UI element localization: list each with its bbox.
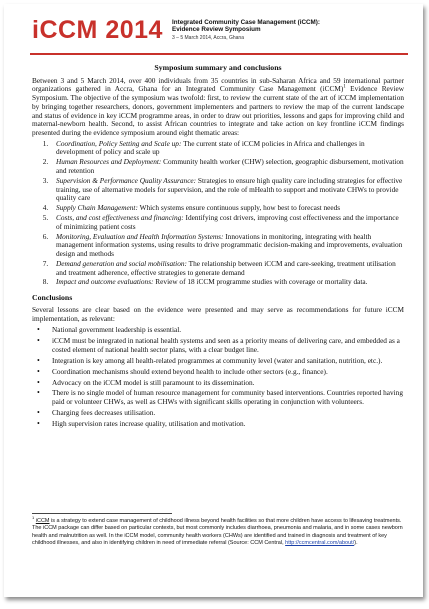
conclusion-item: • Coordination mechanisms should extend beyond health to include other sectors (e.g., finance).: [48, 368, 404, 377]
theme-item: [50, 233, 404, 259]
theme-item: [50, 260, 404, 277]
theme-title: Supply Chain Management:: [56, 203, 138, 213]
theme-item: [50, 278, 404, 287]
footnote-divider: [32, 513, 172, 514]
thematic-areas-list: [32, 140, 404, 288]
theme-title: Supervision & Performance Quality Assurance:: [56, 175, 197, 185]
footnote: [32, 515, 404, 548]
theme-text: Community health worker (CHW) selection, geographic disbursement, motivation and retention: [56, 157, 404, 175]
conclusion-item: • Advocacy on the iCCM model is still paramount to its dissemination.: [48, 379, 404, 388]
theme-title: Coordination, Policy Setting and Scale up:: [56, 138, 182, 148]
header-subtitle: 3 – 5 March 2014, Accra, Ghana: [172, 34, 244, 41]
conclusions-list: [32, 326, 404, 428]
footnote-link[interactable]: http://ccmcentral.com/about/: [285, 540, 355, 547]
theme-title: Demand generation and social mobilisation:: [56, 258, 187, 268]
conclusion-item: • National government leadership is essential.: [48, 326, 404, 335]
conclusions-heading: Conclusions: [32, 293, 73, 303]
conclusion-item: • Charging fees decreases utilisation.: [48, 409, 404, 418]
footnote-term: iCCM: [35, 518, 50, 524]
theme-text: Identifying cost drivers, improving cost effectiveness and the importance of minimizing patient costs: [56, 213, 399, 231]
theme-title: Human Resources and Deployment:: [56, 157, 162, 167]
theme-text: Review of 18 iCCM programme studies with coverage or mortality data.: [153, 277, 368, 287]
theme-title: Costs, and cost effectiveness and financing:: [56, 213, 184, 222]
header-title-line1: Integrated Community Case Management (iCCM):: [172, 19, 320, 26]
event-logo: iCCM 2014: [32, 16, 163, 44]
document-page: [4, 4, 423, 597]
document-title: Symposium summary and conclusions: [154, 63, 282, 72]
conclusion-item: • iCCM must be integrated in national health systems and seen as a priority means of delivering care, and embedded as a costed element of national health sector plans, with a clear budget line.: [48, 337, 404, 354]
theme-text: Which systems ensure continuous supply, how best to forecast needs: [137, 203, 341, 213]
theme-item: [50, 140, 404, 157]
intro-text-part2: Evidence Review Symposium. The objective of the symposium was twofold: first, to review the current state of the art of iCCM implementation by bringing together researchers, donors, government implementers and partners to review the map of the current landscape and status of evidence in key iCCM programme areas, in order to draw out priorities, lessons and gaps for improving child and maternal-newborn health. Second, to assist African countries to integrate and take action on key frontline iCCM findings presented during the evidence symposium around eight thematic areas:: [32, 84, 404, 137]
conclusion-item: • Integration is key among all health-related programmes at community level (water and sanitation, nutrition, etc.).: [48, 357, 404, 366]
theme-title: Monitoring, Evaluation and Health Information Systems:: [56, 231, 224, 241]
theme-item: [50, 158, 404, 175]
theme-item: [50, 177, 404, 203]
theme-text: Strategies to ensure high quality care including strategies for effective training, use of alternative models for supervision, and the role of mHealth to support and motivate CHWs to provide quality care: [56, 175, 403, 203]
footnote-text: is a strategy to extend case management of childhood illness beyond health facilities so that more children have access to lifesaving treatments. The iCCM package can differ based on particular contexts, but most commonly includes diarrhoea, pneumonia and malaria, and in some cases newborn health and malnutrition as well. In the iCCM model, community health workers (CHWs) are identified and trained in diagnosis and treatment of key childhood illnesses, and also in identifying children in need of immediate referral (Source: CCM Central,: [32, 518, 403, 547]
header-title-line2: Evidence Review Symposium: [172, 26, 261, 34]
theme-text: The current state of iCCM policies in Africa and challenges in development of policy and scale up: [56, 138, 365, 157]
theme-item: [50, 204, 404, 213]
conclusion-item: • There is no single model of human resource management for community based interventions. Countries reported having paid or volunteer CHWs, as well as CHWs with significant skills operating in conjunction with volunteers.: [48, 389, 404, 406]
intro-text-part1: Between 3 and 5 March 2014, over 400 individuals from 35 countries in sub-Saharan Africa and 59 international partner organizations gathered in Accra, Ghana for an Integrated Community Case Management (iCCM): [32, 75, 404, 94]
intro-paragraph: [32, 77, 404, 138]
theme-text: The relationship between iCCM and care-seeking, treatment utilisation and treatment adherence, effective strategies to generate demand: [56, 258, 396, 277]
conclusion-item: • High supervision rates increase quality, utilisation and motivation.: [48, 420, 404, 429]
header-divider: [30, 53, 408, 55]
theme-item: [50, 214, 404, 231]
footnote-number: 1: [32, 515, 35, 521]
theme-text: Innovations in monitoring, integrating with health management information systems, using results to drive programmatic decision-making and improvements, evaluation design and methods: [56, 231, 403, 258]
header-title-block: [172, 19, 408, 41]
conclusions-intro: Several lessons are clear based on the evidence were presented and may serve as recommendations for future iCCM implementation, as relevant:: [32, 304, 404, 323]
page-header: [30, 14, 410, 58]
footnote-ref: 1: [343, 84, 346, 90]
theme-title: Impact and outcome evaluations:: [56, 277, 154, 287]
footnote-tail: ).: [354, 540, 358, 547]
document-body: [32, 64, 404, 431]
